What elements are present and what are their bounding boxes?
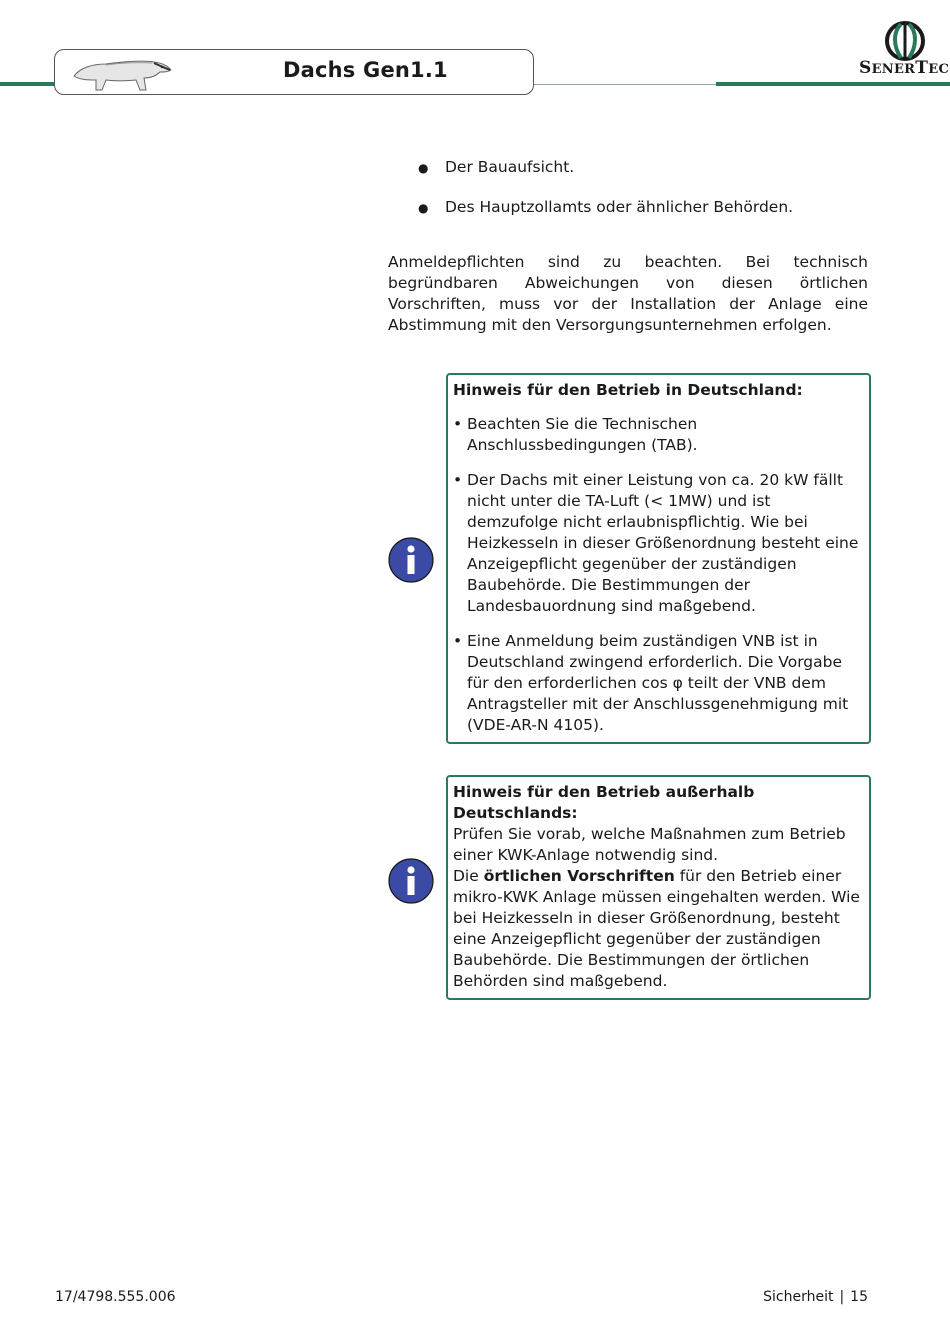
- body-paragraph: Anmeldepflichten sind zu beachten. Bei technisch begründbaren Abweichungen von diesen örtlichen Vorschriften, muss vor der Installation der Anlage eine Abstimmung mit den Versorgungsunternehmen erfolgen.: [388, 253, 868, 334]
- list-item: • Eine Anmeldung beim zuständigen VNB ist in Deutschland zwingend erforderlich. Die Vorgabe für den erforderlichen cos φ teilt der VNB dem Antragsteller mit der Anschlussgenehmigung mit (VDE-AR-N 4105).: [453, 632, 849, 734]
- brand-name: SENERTEC: [859, 58, 950, 78]
- header-rule-right: [716, 82, 950, 86]
- info-icon: [388, 537, 434, 583]
- list-item: • Beachten Sie die Technischen Anschlussbedingungen (TAB).: [453, 415, 698, 454]
- footer-doc-number: 17/4798.555.006: [55, 1289, 176, 1305]
- header-rule-left: [0, 82, 60, 86]
- senertec-logo-icon: [883, 20, 927, 62]
- header-rule-thin: [530, 84, 716, 85]
- note-text: Die örtlichen Vorschriften für den Betrieb einer mikro-KWK Anlage müssen eingehalten werden. Wie bei Heizkesseln in dieser Größenordnung, besteht eine Anzeigepflicht gegenüber der zuständigen Baubehörde. Die Bestimmungen der örtlichen Behörden sind maßgebend.: [453, 867, 860, 990]
- note-heading: Hinweis für den Betrieb in Deutschland:: [453, 381, 803, 399]
- note-heading: Hinweis für den Betrieb außerhalb Deutschlands:: [453, 783, 755, 822]
- note-germany: [446, 373, 871, 744]
- badger-icon: [70, 50, 174, 94]
- footer-page-info: Sicherheit | 15: [763, 1289, 868, 1305]
- document-title: Dachs Gen1.1: [283, 58, 448, 82]
- main-content: [388, 157, 868, 336]
- note-text: Prüfen Sie vorab, welche Maßnahmen zum Betrieb einer KWK-Anlage notwendig sind.: [453, 825, 846, 864]
- list-item: • Der Dachs mit einer Leistung von ca. 20 kW fällt nicht unter die TA-Luft (< 1MW) und ist demzufolge nicht erlaubnispflichtig. Wie bei Heizkesseln in dieser Größenordnung besteht eine Anzeigepflicht gegenüber der zuständigen Baubehörde. Die Bestimmungen der Landesbauordnung sind maßgebend.: [453, 471, 859, 615]
- list-item: ● Der Bauaufsicht.: [418, 158, 575, 176]
- list-item: ● Des Hauptzollamts oder ähnlicher Behörden.: [418, 198, 794, 216]
- note-list: [453, 414, 865, 736]
- bullet-list: [388, 157, 868, 218]
- info-icon: [388, 858, 434, 904]
- note-abroad: [446, 775, 871, 1000]
